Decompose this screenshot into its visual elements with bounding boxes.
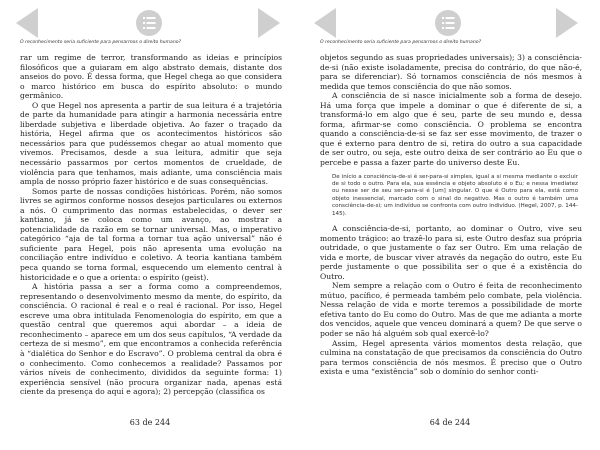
- table-of-contents-button[interactable]: [434, 8, 462, 38]
- previous-page-button[interactable]: [314, 8, 342, 38]
- running-head: O reconhecimento seria suficiente para pensarmos o direito humano?: [320, 40, 482, 45]
- paragraph: A história passa a ser a forma como a compreendemos, representando o desenvolvimento mesmo da mente, do espírito, da consciência. O racional é real e o real é racional. Por isso, Hegel escreve uma obra intitulada Fenomenologia do espírito, em que a questão central que queremos aqui abordar – a ideia de reconhecimento – aparece em um dos seus capítulos, “A verdade da certeza de si mesmo”, em que encontramos a conhecida referência à “dialética do Senhor e do Escravo”. O problema central da obra é o conhecimento. Como conhecemos a realidade? Passamos por vários níveis de conhecimento, divididos da seguinte forma: 1) experiência sensível (não procura organizar nada, apenas está ciente da presença do aqui e agora); 2) percepção (classifica os: [20, 282, 282, 397]
- page-number: 64 de 244: [429, 418, 471, 427]
- right-page: [300, 0, 600, 450]
- paragraph: objetos segundo as suas propriedades universais); 3) a consciência-de-si (não existe isoladamente, precisa do contrário, do que não-é, para se diferenciar). Só tornamos consciência de nós mesmos à medida que temos consciência do que não somos.: [320, 53, 582, 91]
- right-page-text: [320, 53, 582, 377]
- paragraph: A consciência de si nasce inicialmente sob a forma de desejo. Há uma força que impele a dominar o que é diferente de si, a transformá-lo em algo que é seu, parte de seu mundo e, dessa forma, afirmar-se como consciência. O problema se encontra quando a consciência-de-si se faz ser esse movimento, de trazer o que é externo para dentro de si, retira do outro a sua capacidade de ser outro, ou seja, este outro deixa de ser contrário ao Eu que o percebe e passa a fazer parte do universo deste Eu.: [320, 91, 582, 168]
- previous-page-button[interactable]: [16, 8, 44, 38]
- running-head: O reconhecimento seria suficiente para pensarmos o direito humano?: [20, 40, 182, 45]
- arrow-left-icon: [314, 8, 336, 38]
- block-quote: De início a consciência-de-si é ser-para-si simples, igual a si mesma mediante o excluir de si todo o outro. Para ela, sua essência e objeto absoluto é o Eu; e nessa imediatez ou nesse ser de seu ser-para-si é [um] singular. O que é Outro para ela, está como objeto inessencial, marcado com o sinal do negativo. Mas o outro é também uma consciência-de-si; um indivíduo se confronta com outro indivíduo. (Hegel, 2007, p. 144-145).: [332, 173, 578, 217]
- next-page-button[interactable]: [258, 8, 286, 38]
- paragraph: Nem sempre a relação com o Outro é feita de reconhecimento mútuo, pacífico, é permeada também pelo combate, pela violência. Nessa relação de vida e morte teremos a possibilidade de morte efetiva tanto do Eu como do Outro. Mas de que me adianta a morte dos vencidos, aquele que venceu dominará a quem? De que serve o poder se não há alguém sob qual exercê-lo?: [320, 281, 582, 339]
- paragraph: rar um regime de terror, transformando as ideias e princípios filosóficos que a guiaram em algo abstrato demais, distante dos anseios do povo. É dessa forma, que Hegel chega ao que considera o marco histórico em busca do espírito absoluto: o mundo germânico.: [20, 53, 282, 101]
- menu-list-icon: [434, 8, 462, 38]
- arrow-right-icon: [258, 8, 280, 38]
- menu-list-icon: [135, 8, 163, 38]
- paragraph: A consciência-de-si, portanto, ao dominar o Outro, vive seu momento trágico: ao trazê-lo para si, este Outro desfaz sua própria outridade, o que justamente o faz ser Outro. Em uma relação de vida e morte, de buscar viver através da negação do outro, este Eu perde justamente o que possibilita ser o que é a existência do Outro.: [320, 224, 582, 281]
- page-number: 63 de 244: [129, 418, 171, 427]
- arrow-right-icon: [556, 8, 578, 38]
- table-of-contents-button[interactable]: [135, 8, 163, 38]
- next-page-button[interactable]: [556, 8, 584, 38]
- paragraph: Somos parte de nossas condições históricas. Porém, não somos livres se agirmos conforme nossos desejos particulares ou externos a nós. O cumprimento das normas estabelecidas, o dever ser kantiano, já se coloca como um avanço, ao mostrar a potencialidade da razão em se tornar universal. Mas, o imperativo categórico “aja de tal forma a tornar tua ação universal” não é suficiente para Hegel, pois não apresenta uma evolução na conciliação entre indivíduo e coletivo. A teoria kantiana também peca quando se torna formal, esquecendo um elemento central à historicidade e o que a orienta: o espírito (geist).: [20, 186, 282, 282]
- paragraph: Assim, Hegel apresenta vários momentos desta relação, que culmina na constatação de que precisamos da consciência do Outro para termos consciência de nós mesmos. É preciso que o Outro exista e uma “existência” sob o domínio do senhor conti-: [320, 338, 582, 377]
- paragraph: O que Hegel nos apresenta a partir de sua leitura é a trajetória de parte da humanidade para atingir a harmonia necessária entre liberdade subjetiva e liberdade objetiva. Ao fazer o traçado da história, Hegel afirma que os acontecimentos históricos são necessários para que pudéssemos chegar ao atual momento que vivemos. Precisamos, desde a sua leitura, admitir que seja necessário passarmos por certos momentos de crueldade, de violência para que tenhamos, mais adiante, uma consciência mais ampla de nosso próprio fazer histórico e de suas consequências.: [20, 100, 282, 187]
- arrow-left-icon: [16, 8, 38, 38]
- left-page-text: [20, 53, 282, 397]
